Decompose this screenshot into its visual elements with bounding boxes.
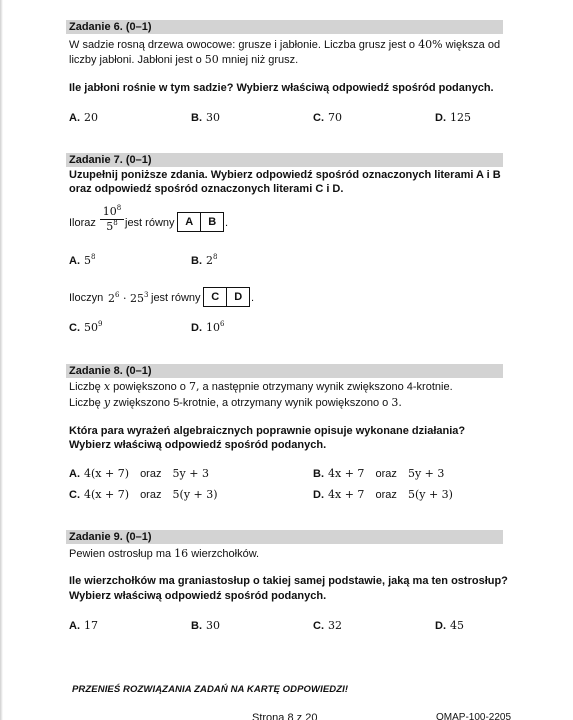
task7-option-d[interactable]: [191, 320, 224, 336]
task7-option-c[interactable]: [69, 320, 102, 336]
task9-question-line1: Ile wierzchołków ma graniastosłup o takiej samej podstawie, jaką ma ten ostrosłup?: [69, 575, 508, 587]
fraction-denominator: $5^8$: [106, 219, 118, 233]
option-letter: A.: [69, 255, 80, 267]
box-choice-d[interactable]: D: [226, 288, 249, 306]
option-value: $50^9$: [84, 320, 103, 334]
task6-line1-text-a: W sadzie rosną drzewa owocowe: grusze i jabłonie. Liczba grusz jest o: [69, 39, 416, 51]
option-letter: D.: [191, 322, 202, 334]
option-value: 125: [450, 111, 471, 124]
option-value: 20: [84, 111, 98, 124]
task7-header: Zadanie 7. (0–1): [66, 153, 503, 167]
task7-answer-box-ab[interactable]: [177, 212, 224, 232]
option-letter: C.: [69, 489, 80, 501]
task6-percent: 40%: [418, 38, 443, 51]
option-letter: B.: [191, 620, 202, 632]
task6-line1-text-b: większa od: [445, 39, 501, 51]
task7-instruction-line1: Uzupełnij poniższe zdania. Wybierz odpowiedź spośród oznaczonych literami A i B: [69, 169, 501, 181]
option-expr-2: 5y + 3: [172, 467, 209, 480]
task6-option-b[interactable]: [191, 110, 220, 126]
task6-line2-text-b: mniej niż grusz.: [221, 54, 299, 66]
option-letter: A.: [69, 620, 80, 632]
task9-header: Zadanie 9. (0–1): [66, 530, 503, 544]
option-expr-2: 5(y + 3): [172, 488, 218, 501]
page-number: Strona 8 z 20: [252, 712, 318, 720]
option-expr-1: 4x + 7: [328, 488, 365, 501]
transfer-answers-note: PRZENIEŚ ROZWIĄZANIA ZADAŃ NA KARTĘ ODPOWIEDZI!: [72, 684, 349, 695]
option-letter: B.: [191, 112, 202, 124]
option-conj: oraz: [140, 489, 162, 501]
task8-line1: Liczbę x powiększono o 7, a następnie otrzymany wynik zwiększono 4-krotnie.: [69, 380, 453, 393]
task6-number: 50: [204, 53, 219, 66]
task6-line1: [69, 37, 500, 53]
box-choice-c[interactable]: C: [211, 291, 220, 303]
task7-option-a[interactable]: [69, 253, 95, 269]
option-conj: oraz: [375, 489, 397, 501]
task8-option-d[interactable]: [313, 487, 453, 503]
task7-s1-label: Iloraz: [69, 217, 96, 229]
option-value: 32: [328, 619, 342, 632]
option-value: $10^6$: [206, 320, 225, 334]
option-value: 30: [206, 111, 220, 124]
option-value: $2^8$: [206, 253, 218, 267]
option-letter: B.: [313, 468, 324, 480]
task9-line1: Pewien ostrosłup ma 16 wierzchołków.: [69, 547, 260, 560]
box-choice-a[interactable]: A: [185, 216, 194, 228]
task6-header: Zadanie 6. (0–1): [66, 20, 503, 34]
option-letter: C.: [313, 112, 324, 124]
task7-product-expression: $2^6 \cdot 25^3$: [108, 291, 149, 305]
option-expr-1: 4x + 7: [328, 467, 365, 480]
exam-code: OMAP-100-2205: [436, 712, 512, 720]
task7-fraction: [100, 205, 124, 233]
task7-s1-dot: .: [225, 217, 229, 229]
option-letter: D.: [313, 489, 324, 501]
option-value: $5^8$: [84, 253, 96, 267]
task7-answer-box-cd[interactable]: [203, 287, 250, 307]
task8-question-line1: Która para wyrażeń algebraicznych poprawnie opisuje wykonane działania?: [69, 425, 466, 437]
task9-option-a[interactable]: [69, 618, 98, 634]
option-letter: C.: [313, 620, 324, 632]
task7-s2-dot: .: [251, 292, 255, 304]
variable-x: x: [103, 380, 111, 393]
task8-option-b[interactable]: [313, 466, 444, 482]
task7-option-b[interactable]: [191, 253, 217, 269]
task8-line2: Liczbę y zwiększono 5-krotnie, a otrzymany wynik powiększono o 3.: [69, 396, 402, 409]
task6-line2-text-a: liczby jabłoni. Jabłoni jest o: [69, 54, 202, 66]
task8-option-a[interactable]: [69, 466, 209, 482]
task7-s2-label: Iloczyn: [69, 292, 104, 304]
option-expr-2: 5y + 3: [407, 467, 445, 480]
option-value: 45: [450, 619, 464, 632]
task9-number: 16: [174, 547, 189, 560]
task6-option-d[interactable]: [435, 110, 471, 126]
task7-s1-mid: jest równy: [125, 217, 175, 229]
task6-option-a[interactable]: [69, 110, 98, 126]
option-expr-2: 5(y + 3): [407, 488, 453, 501]
fraction-numerator: $10^8$: [100, 205, 124, 220]
task7-s2-mid: jest równy: [151, 292, 201, 304]
option-value: 30: [206, 619, 220, 632]
option-expr-1: 4(x + 7): [84, 488, 129, 501]
option-letter: C.: [69, 322, 80, 334]
task8-header: Zadanie 8. (0–1): [66, 364, 503, 378]
option-letter: D.: [435, 112, 446, 124]
task8-question-line2: Wybierz właściwą odpowiedź spośród podanych.: [69, 439, 327, 451]
task6-option-c[interactable]: [313, 110, 342, 126]
option-value: 17: [84, 619, 98, 632]
variable-y: y: [103, 396, 111, 409]
option-conj: oraz: [375, 468, 397, 480]
option-letter: A.: [69, 112, 80, 124]
task9-option-b[interactable]: [191, 618, 220, 634]
option-letter: A.: [69, 468, 80, 480]
option-letter: B.: [191, 255, 202, 267]
option-expr-1: 4(x + 7): [84, 467, 129, 480]
task7-instruction-line2: oraz odpowiedź spośród oznaczonych literami C i D.: [69, 183, 344, 195]
task6-question: Ile jabłoni rośnie w tym sadzie? Wybierz właściwą odpowiedź spośród podanych.: [69, 82, 494, 94]
box-choice-b[interactable]: B: [200, 213, 223, 231]
task8-option-c[interactable]: [69, 487, 218, 503]
task9-question-line2: Wybierz właściwą odpowiedź spośród podanych.: [69, 590, 327, 602]
option-conj: oraz: [140, 468, 162, 480]
option-value: 70: [328, 111, 342, 124]
task9-option-c[interactable]: [313, 618, 342, 634]
task6-line2: [69, 52, 298, 68]
option-letter: D.: [435, 620, 446, 632]
task9-option-d[interactable]: [435, 618, 464, 634]
